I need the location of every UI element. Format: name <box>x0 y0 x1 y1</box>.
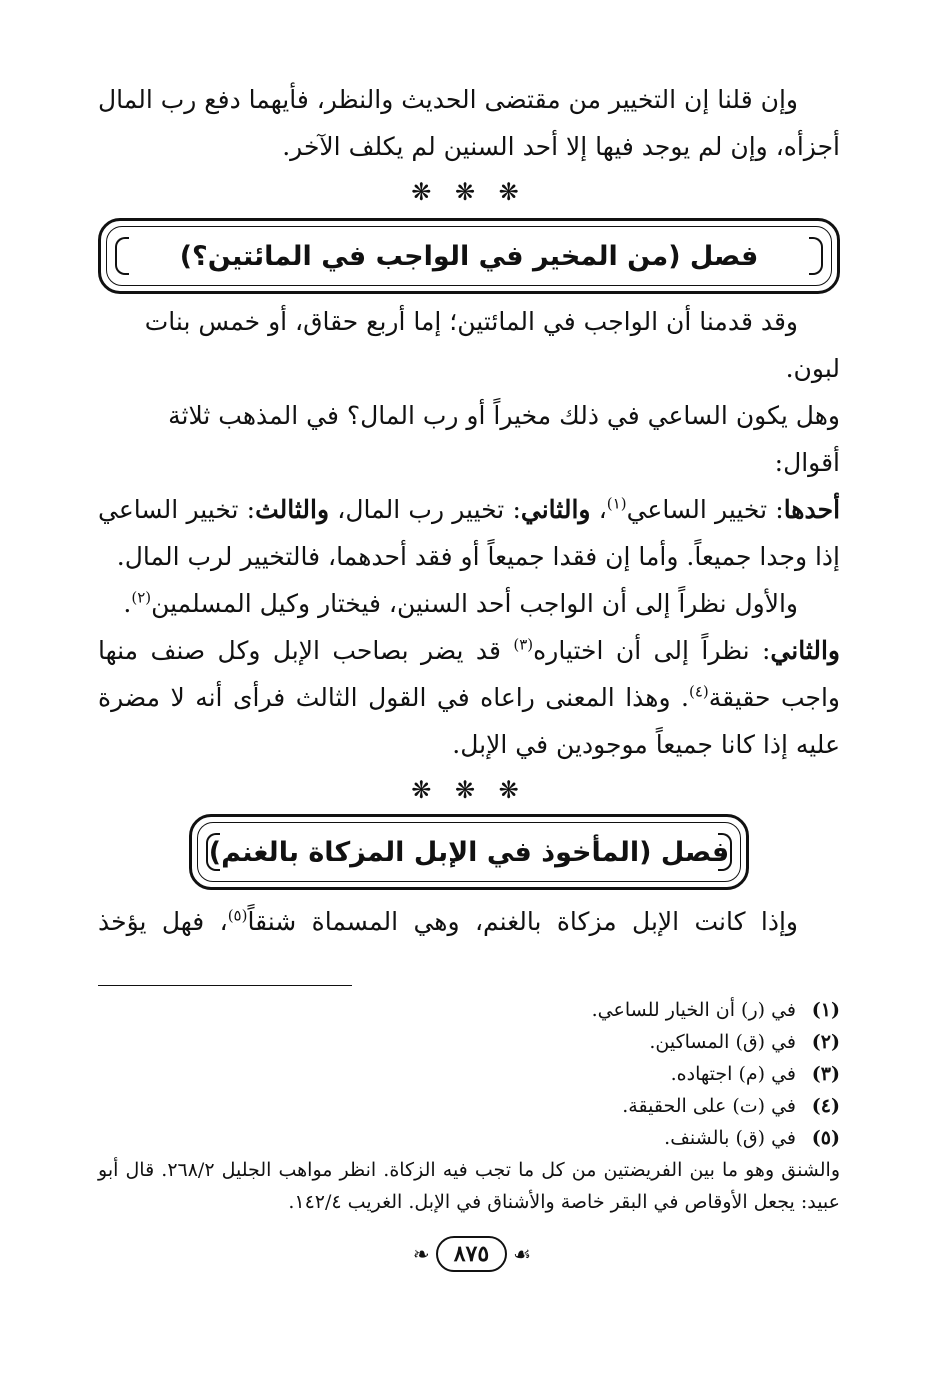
ornament-left-icon: ❧ <box>412 1242 430 1266</box>
section-heading: فصل (المأخوذ في الإبل المزكاة بالغنم) <box>208 836 730 868</box>
footnote-item: (٢)في (ق) المساكين. <box>649 1031 840 1053</box>
section-separator: ❋ ❋ ❋ <box>411 776 527 804</box>
footnote-ref[interactable]: (٢) <box>131 588 152 607</box>
bracket-ornament-right <box>809 237 823 275</box>
bracket-ornament-left <box>115 237 129 275</box>
footnote-continuation: والشنق وهو ما بين الفريضتين من كل ما تجب فيه الزكاة. انظر مواهب الجليل ٢٦٨/٢. قال أبو عبيد: يجعل الأوقاص في البقر خاصة والأشناق في الإبل. الغريب ١٤٢/٤. <box>98 1159 841 1213</box>
paragraph: وقد قدمنا أن الواجب في المائتين؛ إما أربع حقاق، أو خمس بنات لبون. <box>144 307 840 383</box>
intro-line-2: أجزأه، وإن لم يوجد فيها إلا أحد السنين لم يكلف الآخر. <box>282 132 840 161</box>
bracket-ornament-left <box>206 833 220 871</box>
footnote-item: (١)في (ر) أن الخيار للساعي. <box>591 999 840 1021</box>
section-heading: فصل (من المخير في الواجب في المائتين؟) <box>179 240 759 272</box>
section-heading-box <box>98 218 840 294</box>
footnote-item: (٥)في (ق) بالشنف. <box>664 1127 840 1149</box>
footnote-ref[interactable]: (٣) <box>513 635 534 654</box>
intro-paragraph <box>98 76 840 170</box>
footnote-ref[interactable]: (١) <box>606 494 627 513</box>
bracket-ornament-right <box>718 833 732 871</box>
bold-label: والثالث <box>255 495 330 524</box>
page-body <box>98 76 840 1218</box>
bold-label: أحدها <box>783 495 841 524</box>
paragraph: وهل يكون الساعي في ذلك مخيراً أو رب المال؟ في المذهب ثلاثة أقوال: <box>168 401 840 477</box>
footnote-divider <box>98 985 352 986</box>
intro-line-1: وإن قلنا إن التخيير من مقتضى الحديث والنظر، فأيهما دفع رب المال <box>98 85 798 114</box>
bold-label: والثاني <box>520 495 591 524</box>
section-heading-box <box>189 814 749 890</box>
paragraph: والثاني: نظراً إلى أن اختياره$^{(٣)}$ قد يضر بصاحب الإبل وكل صنف منها واجب حقيقة$^{(٤)}$. وهذا المعنى راعاه في القول الثالث فرأى أنه لا مضرة عليه إذا كانا جميعاً موجودين في الإبل. <box>98 635 840 759</box>
ornament-right-icon: ☙ <box>513 1242 532 1266</box>
footnote-item: (٤)في (ت) على الحقيقة. <box>622 1095 840 1117</box>
page-number-block <box>0 1236 944 1272</box>
section-separator: ❋ ❋ ❋ <box>411 178 527 206</box>
paragraph: وإذا كانت الإبل مزكاة بالغنم، وهي المسماة شنقاً$^{(٥)}$، فهل يؤخذ <box>98 906 798 936</box>
page-number: ٨٧٥ <box>436 1236 507 1272</box>
paragraph: أحدها: تخيير الساعي$^{(١)}$، والثاني: تخيير رب المال، والثالث: تخيير الساعي إذا وجدا جميعاً. وأما إن فقدا جميعاً أو فقد أحدهما، فالتخيير لرب المال. <box>98 494 841 571</box>
paragraph: والأول نظراً إلى أن الواجب أحد السنين، فيختار وكيل المسلمين$^{(٢)}$. <box>123 588 798 618</box>
bold-label: والثاني <box>770 636 840 665</box>
footnotes <box>98 994 840 1218</box>
footnote-item: (٣)في (م) اجتهاده. <box>670 1063 840 1085</box>
footnote-ref[interactable]: (٤) <box>689 682 709 701</box>
footnote-ref[interactable]: (٥) <box>227 906 248 925</box>
